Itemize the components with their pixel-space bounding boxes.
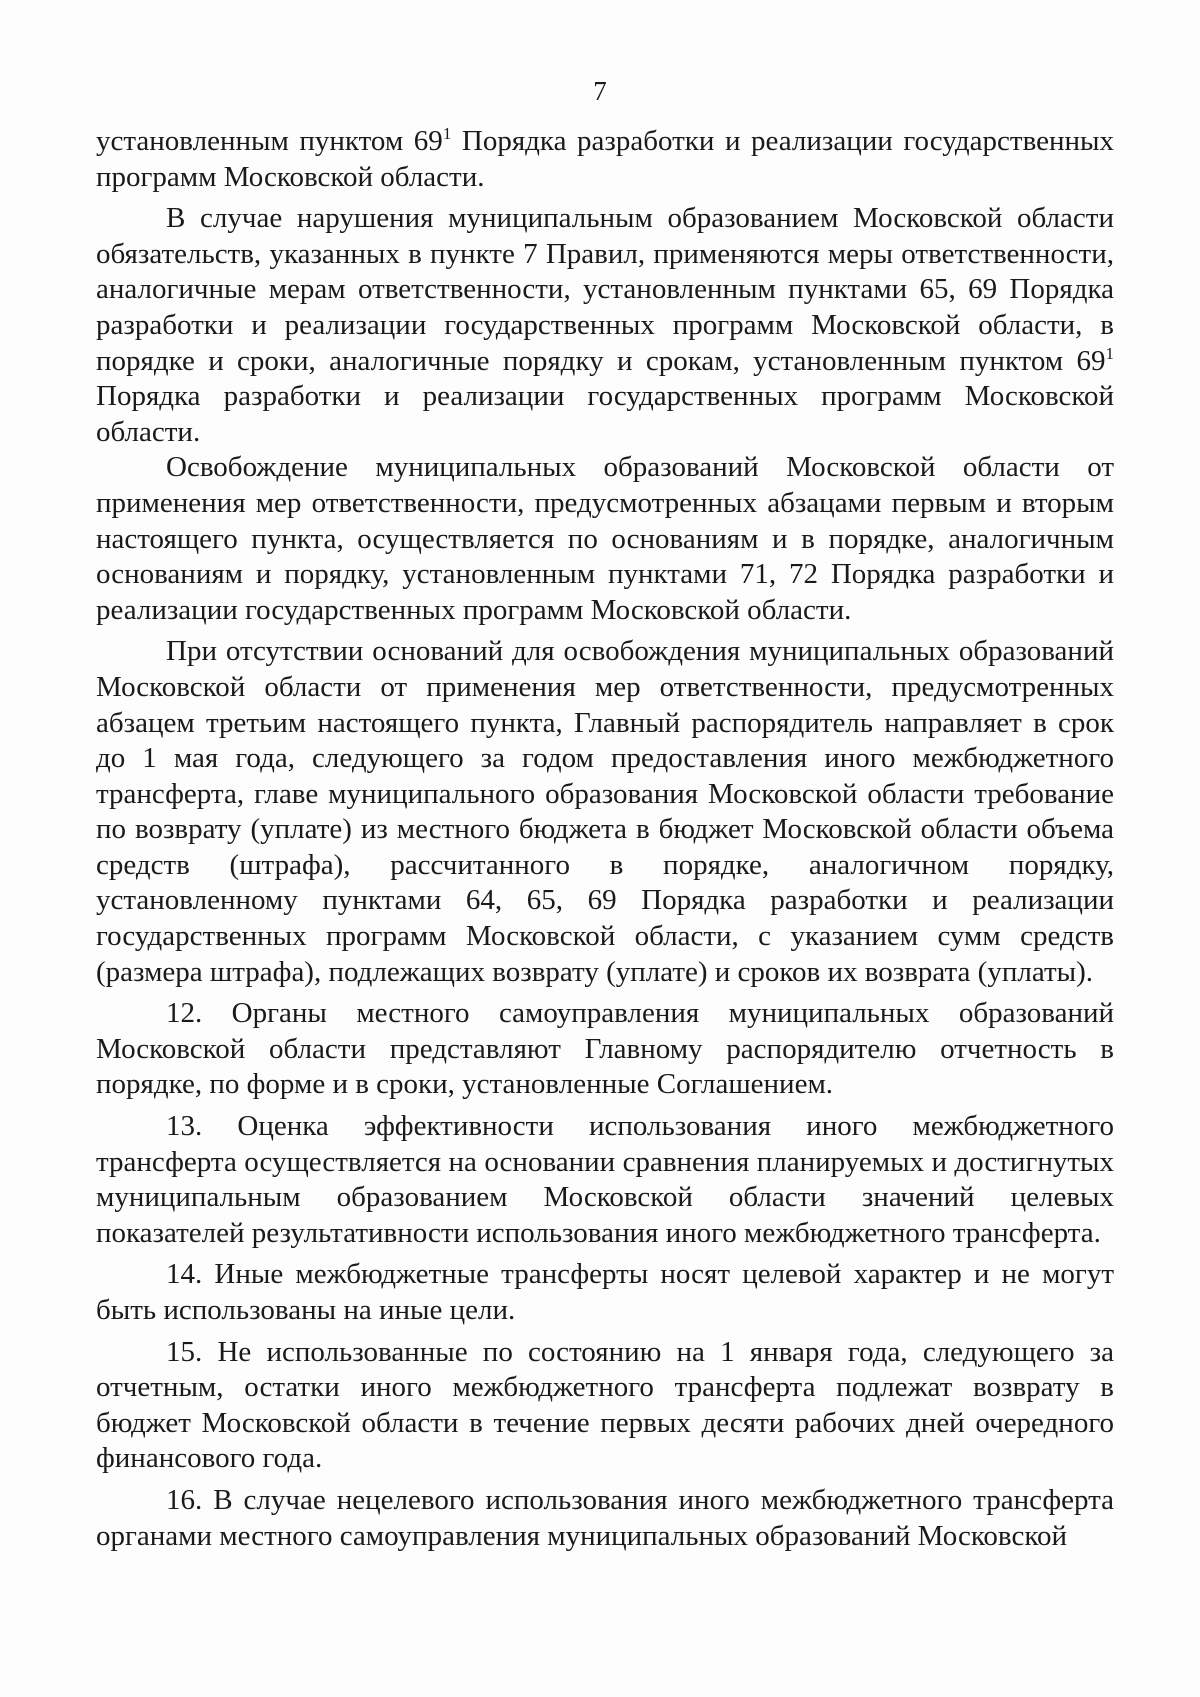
- paragraph-p2: [96, 450, 1114, 628]
- paragraph-p1: [96, 201, 1114, 450]
- paragraph-text: При отсутствии оснований для освобождения муниципальных образований Московской области от применения мер ответственности, предусмотренных абзацем третьим настоящего пункта, Главный распорядитель направляет в срок до 1 мая года, следующего за годом предоставления иного межбюджетного трансферта, главе муниципального образования Московской области требование по возврату (уплате) из местного бюджета в бюджет Московской области объема средств (штрафа), рассчитанного в порядке, аналогичном порядку, установленному пунктами 64, 65, 69 Порядка разработки и реализации государственных программ Московской области, с указанием сумм средств (размера штрафа), подлежащих возврату (уплате) и сроков их возврата (уплаты).: [96, 635, 1114, 988]
- paragraph-text: установленным пунктом 69: [96, 125, 443, 157]
- document-body: [96, 124, 1114, 1554]
- paragraph-text: 16. В случае нецелевого использования иного межбюджетного трансферта органами местного самоуправления муниципальных образований Московской: [96, 1483, 1114, 1552]
- paragraph-p4: [96, 996, 1114, 1103]
- paragraph-text: В случае нарушения муниципальным образованием Московской области обязательств, указанных в пункте 7 Правил, применяются меры ответственности, аналогичные мерам ответственности, установленным пунктами 65, 69 Порядка разработки и реализации государственных программ Московской области, в порядке и сроки, аналогичные порядку и срокам, установленным пунктом 69: [96, 202, 1114, 377]
- paragraph-p0: [96, 124, 1114, 195]
- paragraph-text: 13. Оценка эффективности использования иного межбюджетного трансферта осуществляется на основании сравнения планируемых и достигнутых муниципальным образованием Московской области значений целевых показателей результативности использования иного межбюджетного трансферта.: [96, 1110, 1114, 1249]
- paragraph-text: 15. Не использованные по состоянию на 1 января года, следующего за отчетным, остатки иного межбюджетного трансферта подлежат возврату в бюджет Московской области в течение первых десяти рабочих дней очередного финансового года.: [96, 1335, 1114, 1475]
- superscript: 1: [442, 124, 452, 143]
- paragraph-p7: [96, 1335, 1114, 1477]
- paragraph-p6: [96, 1257, 1114, 1328]
- page-number: 7: [593, 76, 607, 106]
- paragraph-p8: [96, 1483, 1114, 1554]
- paragraph-text: 12. Органы местного самоуправления муниципальных образований Московской области представляют Главному распорядителю отчетность в порядке, по форме и в сроки, установленные Соглашением.: [96, 997, 1114, 1101]
- paragraph-text: Порядка разработки и реализации государственных программ Московской области.: [96, 125, 1114, 193]
- paragraph-text: 14. Иные межбюджетные трансферты носят целевой характер и не могут быть использованы на иные цели.: [96, 1258, 1114, 1326]
- paragraph-text: Освобождение муниципальных образований Московской области от применения мер ответственности, предусмотренных абзацами первым и вторым настоящего пункта, осуществляется по основаниям и в порядке, аналогичным основаниям и порядку, установленным пунктами 71, 72 Порядка разработки и реализации государственных программ Московской области.: [96, 451, 1114, 626]
- paragraph-text: Порядка разработки и реализации государственных программ Московской области.: [96, 380, 1114, 448]
- paragraph-p3: [96, 634, 1114, 990]
- superscript: 1: [1105, 343, 1114, 363]
- paragraph-p5: [96, 1109, 1114, 1251]
